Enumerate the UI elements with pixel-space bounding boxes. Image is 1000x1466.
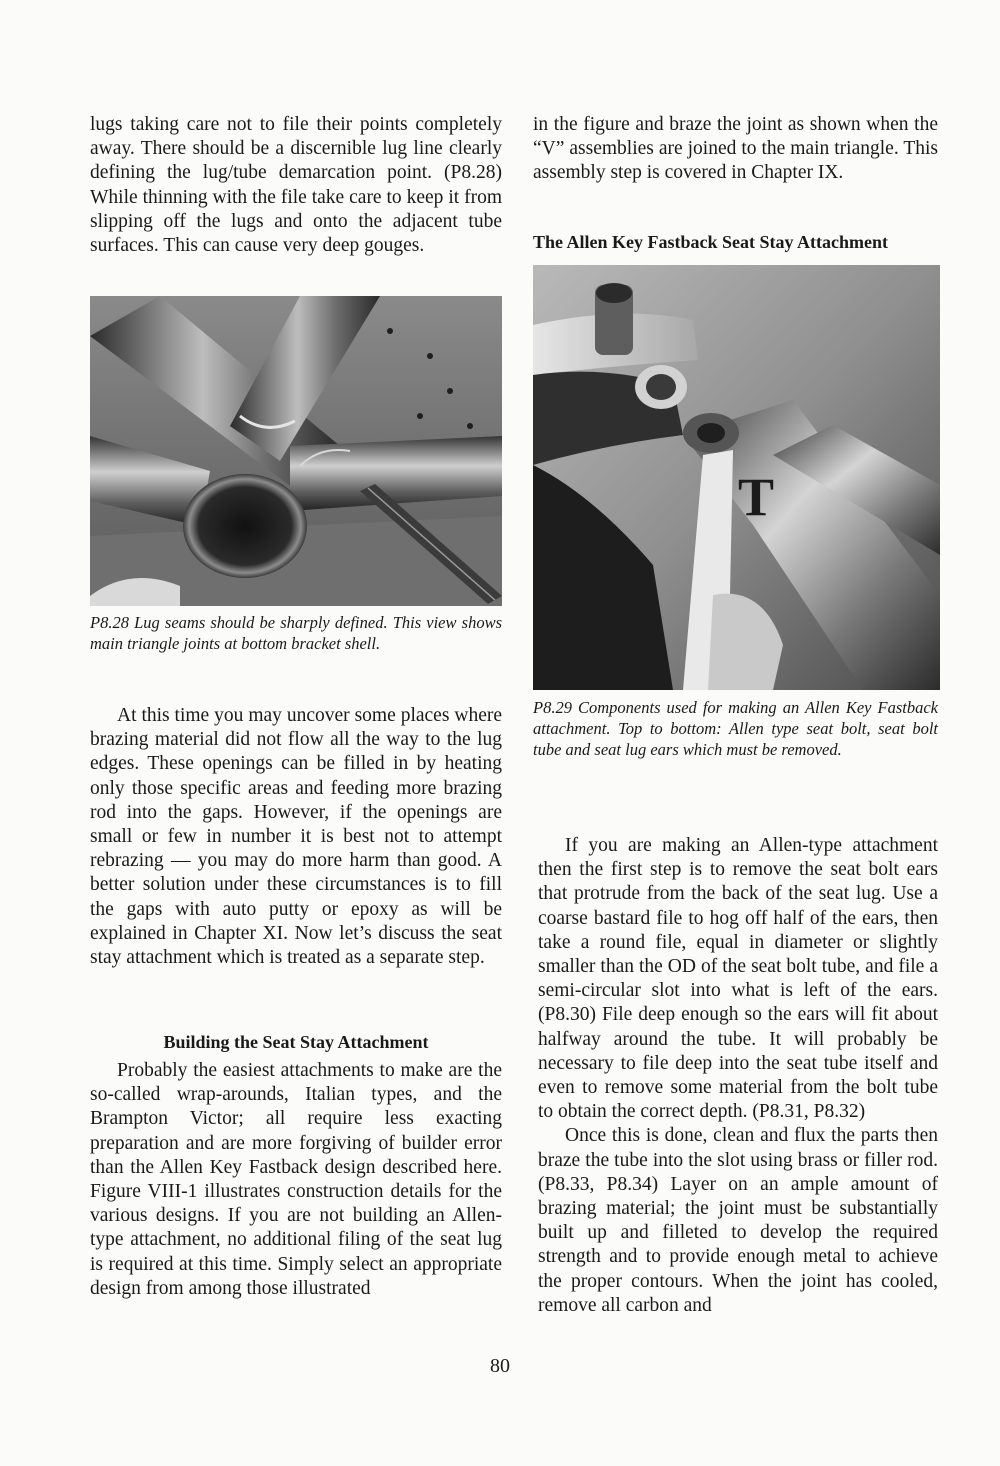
right-caption-block	[533, 697, 938, 760]
right-para-continued: in the figure and braze the joint as shown when the “V” assemblies are joined to the main triangle. This assembly step is covered in Chapter IX.	[533, 114, 938, 184]
photo-allen-key-components	[533, 265, 940, 690]
left-caption-block	[90, 612, 502, 654]
left-column-final	[90, 1059, 502, 1301]
photo-caption-p8-29: P8.29 Components used for making an Allen Key Fastback attachment. Top to bottom: Allen type seat bolt, seat bolt tube and seat lug ears which must be removed.	[533, 698, 938, 759]
left-column-top	[90, 113, 502, 258]
right-para-braze: Once this is done, clean and flux the parts then braze the tube into the slot using brass or filler rod. (P8.33, P8.34) Layer on an ample amount of brazing material; the joint must be substantially built up and filleted to develop the required strength and to provide enough metal to achieve the proper contours. When the joint has cooled, remove all carbon and	[538, 1125, 938, 1316]
allen-key-illustration	[533, 265, 940, 690]
right-para-allen-steps: If you are making an Allen-type attachment then the first step is to remove the seat bolt ears that protrude from the back of the seat lug. Use a coarse bastard file to hog off half of the ears, then take a round file, equal in diameter or slightly smaller than the OD of the seat bolt tube, and file a semi-circular slot into what is left of the ears. (P8.30) File deep enough so the ears will fit about halfway around the tube. It will probably be necessary to file deep into the seat tube itself and even to remove some material from the bolt tube to obtain the correct depth. (P8.31, P8.32)	[538, 835, 938, 1123]
left-para-continued: lugs taking care not to file their points completely away. There should be a discernible lug line clearly defining the lug/tube demarcation point. (P8.28) While thinning with the file take care to keep it from slipping off the lugs and onto the adjacent tube surfaces. This can cause very deep gouges.	[90, 114, 502, 257]
photo-caption-p8-28: P8.28 Lug seams should be sharply defined. This view shows main triangle joints at bottom bracket shell.	[90, 613, 502, 653]
heading-seat-stay-attachment: Building the Seat Stay Attachment	[163, 1032, 429, 1052]
left-para-brazing: At this time you may uncover some places where brazing material did not flow all the way to the lug edges. These openings can be filled in by heating only those specific areas and feeding more brazing rod into the gaps. However, if the openings are small or few in number it is best not to attempt rebrazing — you may do more harm than good. A better solution under these circumstances is to fill the gaps with auto putty or epoxy as will be explained in Chapter XI. Now let’s discuss the seat stay attachment which is treated as a separate step.	[90, 705, 502, 969]
left-heading-block	[90, 1030, 502, 1054]
right-column-top	[533, 113, 938, 186]
page-number: 80	[490, 1355, 510, 1377]
photo-bottom-bracket	[90, 296, 502, 606]
left-column-bottom	[90, 704, 502, 970]
right-column-bottom	[538, 834, 938, 1318]
heading-allen-key-fastback: The Allen Key Fastback Seat Stay Attachment	[533, 232, 888, 252]
lug-letter-t: T	[738, 467, 775, 527]
right-heading-block	[533, 230, 938, 254]
left-para-attachments: Probably the easiest attachments to make are the so-called wrap-arounds, Italian types, and the Brampton Victor; all require less exacting preparation and are more forgiving of builder error than the Allen Key Fastback design described here. Figure VIII-1 illustrates construction details for the various designs. If you are not building an Allen-type attachment, no additional filing of the seat lug is required at this time. Simply select an appropriate design from among those illustrated	[90, 1060, 502, 1299]
bottom-bracket-illustration	[90, 296, 502, 606]
